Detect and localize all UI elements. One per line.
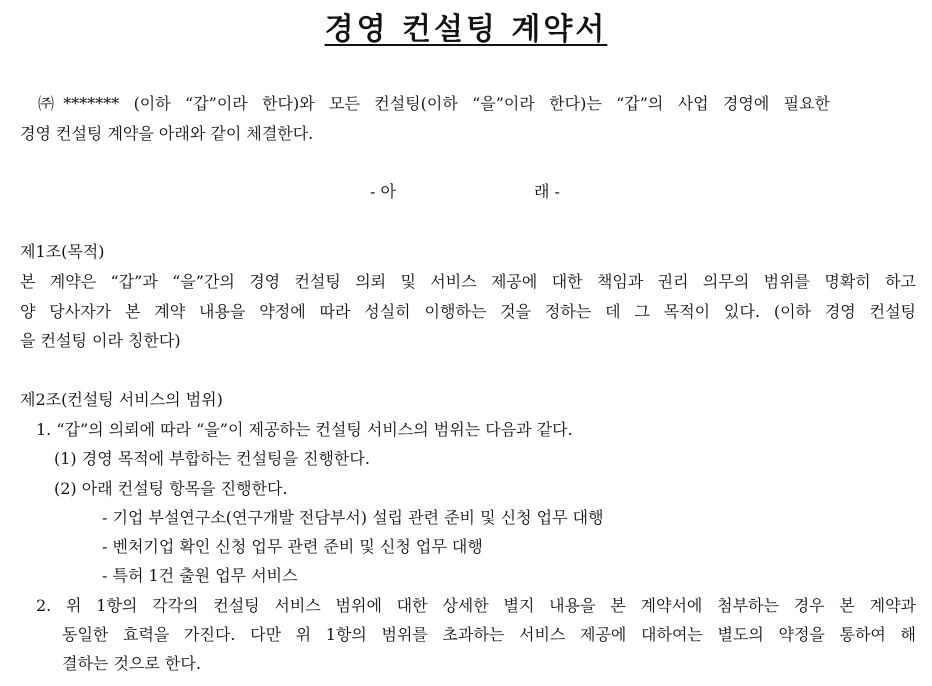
- service-bullet-1: - 기업 부설연구소(연구개발 전담부서) 설립 관련 준비 및 신청 업무 대행: [102, 508, 604, 527]
- article1-line-1: 본 계약은 “갑”과 “을”간의 경영 컨설팅 의뢰 및 서비스 제공에 대한 책임과 권리 의무의 범위를 명확히 하고: [20, 272, 916, 291]
- intro-line-2: 경영 컨설팅 계약을 아래와 같이 체결한다.: [20, 124, 314, 143]
- service-bullet-2: - 벤처기업 확인 신청 업무 관련 준비 및 신청 업무 대행: [102, 537, 483, 556]
- article2-item-2-line-2: 동일한 효력을 가진다. 다만 위 1항의 범위를 초과하는 서비스 제공에 대하여는 별도의 약정을 통하여 해: [62, 625, 916, 644]
- document-title: [0, 8, 932, 52]
- article2-item-2-line-1: 2. 위 1항의 각각의 컨설팅 서비스 범위에 대한 상세한 별지 내용을 본 계약서에 첨부하는 경우 본 계약과: [36, 596, 916, 615]
- intro-line-1: ㈜******* (이하 “갑”이라 한다)와 모든 컨설팅(이하 “을”이라 한다)는 “갑”의 사업 경영에 필요한: [38, 94, 830, 113]
- article1-line-2: 양 당사자가 본 계약 내용을 약정에 따라 성실히 이행하는 것을 정하는 데 그 목적이 있다. (이하 경영 컨설팅: [20, 302, 916, 321]
- service-bullet-3: - 특허 1건 출원 업무 서비스: [102, 566, 298, 585]
- article2-item-1: 1. “갑”의 의뢰에 따라 “을”이 제공하는 컨설팅 서비스의 범위는 다음과 같다.: [36, 420, 573, 439]
- separator-left: - 아: [370, 182, 396, 201]
- article1-line-3: 을 컨설팅 이라 칭한다): [20, 331, 181, 350]
- article2-item-2-line-3: 결하는 것으로 한다.: [62, 654, 201, 673]
- separator-right: 래 -: [534, 182, 560, 201]
- article2-sub-item-2: (2) 아래 컨설팅 항목을 진행한다.: [54, 479, 288, 498]
- document-title-text: 경영 컨설팅 계약서: [324, 12, 608, 47]
- article1-heading: 제1조(목적): [20, 242, 105, 261]
- article2-sub-item-1: (1) 경영 목적에 부합하는 컨설팅을 진행한다.: [54, 449, 370, 468]
- article2-heading: 제2조(컨설팅 서비스의 범위): [20, 390, 223, 409]
